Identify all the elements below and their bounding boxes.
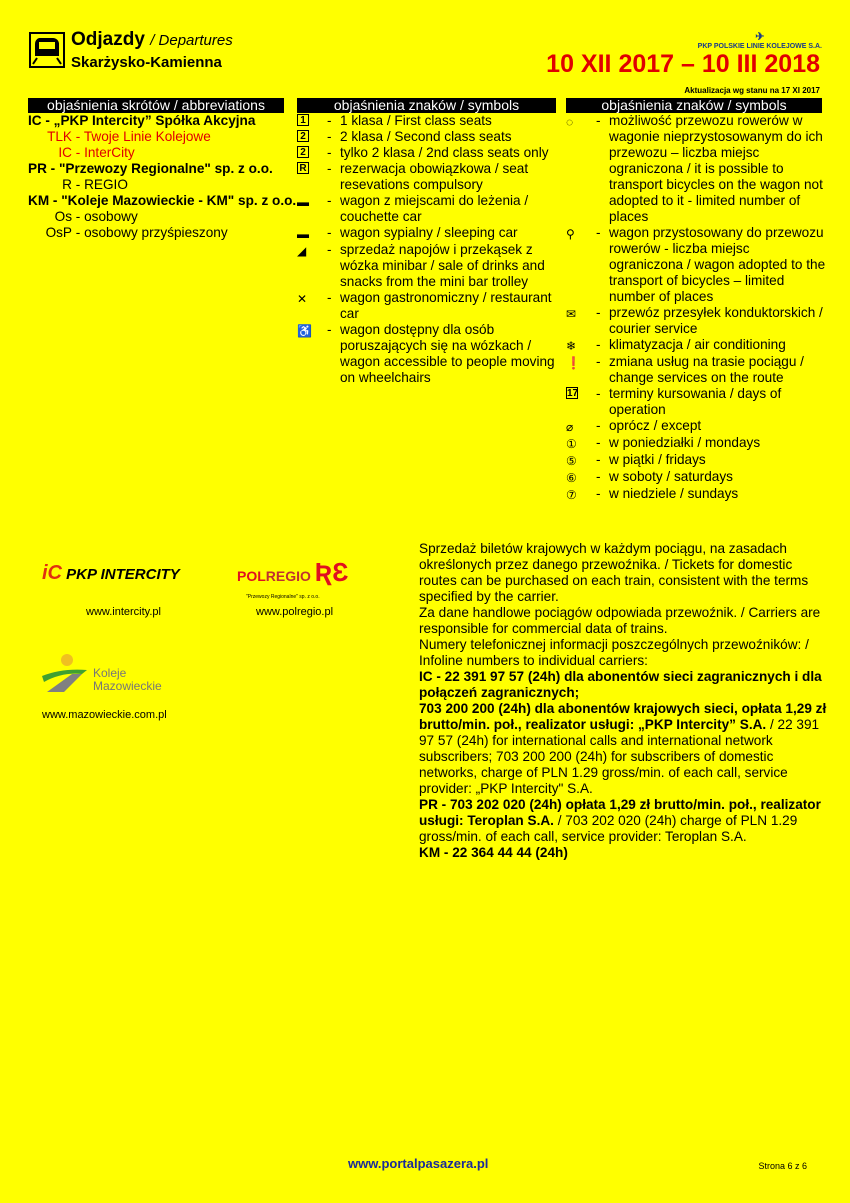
only-second-class-icon-glyph: 2: [297, 146, 309, 158]
friday-icon: [566, 452, 596, 469]
symbols-heading-2: objaśnienia znaków / symbols: [566, 98, 822, 113]
symbol-description: w niedziele / sundays: [609, 486, 739, 501]
info-ic-international: IC - 22 391 97 57 (24h) dla abonentów sieci zagranicznych i dla połączeń zagranicznych;: [419, 669, 822, 700]
train-icon: [29, 32, 65, 68]
title-en: / Departures: [150, 32, 233, 49]
symbol-item: ◢ - sprzedaż napojów i przekąsek z wózka minibar / sale of drinks and snacks from the mini bar trolley: [297, 242, 557, 290]
abbrev-row: IC - InterCity: [28, 145, 135, 161]
abbrev-name: REGIO: [84, 177, 128, 192]
abbrev-name: Twoje Linie Kolejowe: [83, 129, 211, 144]
symbol-description: oprócz / except: [609, 418, 702, 433]
reservation-icon-glyph: R: [297, 162, 309, 174]
info-carriers: Za dane handlowe pociągów odpowiada przewoźnik. / Carriers are responsible for commercial data of trains.: [419, 605, 821, 636]
symbol-description: w poniedziałki / mondays: [609, 435, 761, 450]
symbol-description: klimatyzacja / air conditioning: [609, 337, 786, 352]
symbol-item: 2 - tylko 2 klasa / 2nd class seats only: [297, 145, 557, 161]
info-ic-domestic-en: / 22 391 97 57 (24h) for international calls and international network subscribers; 703 200 200 (24h) for subscribers of domestic networks, charge of PLN 1.29 gross/min. of each call, service provider: „PKP Intercity" S.A.: [419, 717, 820, 796]
symbol-description: wagon sypialny / sleeping car: [340, 225, 518, 240]
symbol-item: ⑤ - w piątki / fridays: [566, 452, 706, 468]
symbol-description: w piątki / fridays: [609, 452, 706, 467]
restaurant-icon-glyph: ✕: [297, 292, 308, 306]
portal-link[interactable]: www.portalpasazera.pl: [348, 1156, 489, 1171]
symbols-list-2: [566, 113, 826, 503]
symbol-description: możliwość przewozu rowerów w wagonie nieprzystosowanym do ich przewozu – liczba miejsc ograniczona / it is possible to transport bicycles on the wagon not adopted to it - limited number of places: [609, 113, 823, 224]
station-name: Skarżysko-Kamienna: [71, 54, 222, 71]
polregio-pol: POL: [237, 568, 266, 584]
info-pr-pl: PR - 703 202 020 (24h) opłata 1,29 zł brutto/min. poł., realizator usługi: Teroplan S.A.: [419, 797, 821, 828]
intercity-logo-text: PKP INTERCITY: [66, 566, 180, 583]
exclamation-icon-glyph: ❗: [566, 356, 581, 370]
symbols-list-1: [297, 113, 557, 386]
info-km: KM - 22 364 44 44 (24h): [419, 845, 568, 860]
sleeping-car-icon-glyph: ▬: [297, 227, 309, 241]
abbrev-code: OsP: [45, 225, 72, 240]
saturday-icon-glyph: ⑥: [566, 471, 577, 485]
info-infoline-intro: Numery telefonicznej informacji poszczególnych przewoźników: / Infoline numbers to individual carriers:: [419, 637, 809, 668]
bicycle-limited-icon-glyph: ◌: [566, 115, 574, 129]
polregio-subtitle: "Przewozy Regionalne" sp. z o.o.: [246, 594, 320, 600]
symbol-description: w soboty / saturdays: [609, 469, 733, 484]
symbol-item: 2 - 2 klasa / Second class seats: [297, 129, 557, 145]
minibar-icon: [297, 242, 327, 290]
info-block: [419, 541, 827, 861]
abbrev-code: TLK: [47, 129, 72, 144]
symbol-item: R - rezerwacja obowiązkowa / seat resevations compulsory: [297, 161, 557, 193]
polregio-regio: REGIO: [265, 568, 311, 584]
info-pr: [419, 797, 827, 845]
only-second-class-icon: [297, 145, 327, 161]
second-class-icon: [297, 129, 327, 145]
restaurant-icon: [297, 290, 327, 322]
first-class-icon: [297, 113, 327, 129]
monday-icon-glyph: ①: [566, 437, 577, 451]
symbol-description: wagon gastronomiczny / restaurant car: [340, 290, 552, 321]
km-line2: Mazowieckie: [93, 679, 162, 693]
info-ic-domestic: [419, 701, 827, 797]
bicycle-icon: [566, 225, 596, 305]
info-tickets: Sprzedaż biletów krajowych w każdym pociągu, na zasadach określonych przez danego przewoźnika. / Tickets for domestic routes can be purchased on each train, consistent with the terms specified by the carrier.: [419, 541, 809, 604]
abbrev-row: KM - "Koleje Mazowieckie - KM" sp. z o.o.: [28, 193, 297, 208]
except-icon: [566, 418, 596, 435]
sleeping-car-icon: [297, 225, 327, 242]
symbol-item: ⚲ - wagon przystosowany do przewozu rowerów - liczba miejsc ograniczona / wagon adopted to the transport of bicycles – limited number of places: [566, 225, 826, 304]
abbrev-row: Os - osobowy: [28, 209, 138, 225]
koleje-mazowieckie-text: [93, 667, 162, 693]
sunday-icon-glyph: ⑦: [566, 488, 577, 502]
abbrev-row: OsP - osobowy przyśpieszony: [28, 225, 228, 241]
km-line1: Koleje: [93, 666, 127, 680]
abbrev-row: PR - "Przewozy Regionalne" sp. z o.o.: [28, 161, 273, 176]
symbol-description: zmiana usług na trasie pociągu / change services on the route: [609, 354, 804, 385]
abbrev-heading: objaśnienia skrótów / abbreviations: [28, 98, 284, 113]
first-class-icon-glyph: 1: [297, 114, 309, 126]
abbrev-name: osobowy: [84, 209, 138, 224]
abbrev-name: InterCity: [84, 145, 135, 160]
info-ic-domestic-pl: 703 200 200 (24h) dla abonentów krajowych sieci, opłata 1,29 zł brutto/min. poł., realizator usługi: „PKP Intercity” S.A.: [419, 701, 827, 732]
symbol-item: ⑦ - w niedziele / sundays: [566, 486, 739, 502]
km-url[interactable]: www.mazowieckie.com.pl: [42, 709, 167, 721]
polregio-url[interactable]: www.polregio.pl: [256, 606, 334, 618]
snowflake-icon-glyph: ❄: [566, 339, 577, 353]
symbol-item: ⌀ - oprócz / except: [566, 418, 702, 434]
symbol-item: ✕ - wagon gastronomiczny / restaurant car: [297, 290, 557, 322]
abbrev-code: Os: [54, 209, 72, 224]
bicycle-icon-glyph: ⚲: [566, 227, 575, 241]
monday-icon: [566, 435, 596, 452]
saturday-icon: [566, 469, 596, 486]
page-number: Strona 6 z 6: [758, 1161, 807, 1171]
bicycle-limited-icon: [566, 113, 596, 225]
symbol-item: ⑥ - w soboty / saturdays: [566, 469, 733, 485]
intercity-url[interactable]: www.intercity.pl: [86, 606, 161, 618]
snowflake-icon: [566, 337, 596, 354]
symbol-description: 1 klasa / First class seats: [340, 113, 492, 128]
symbol-description: wagon przystosowany do przewozu rowerów - liczba miejsc ograniczona / wagon adopted to the transport of bicycles – limited number of places: [609, 225, 826, 304]
symbol-description: rezerwacja obowiązkowa / seat resevations compulsory: [340, 161, 529, 192]
envelope-icon-glyph: ✉: [566, 307, 577, 321]
symbol-item: ✉ - przewóz przesyłek konduktorskich / courier service: [566, 305, 826, 337]
info-pr-en: / 703 202 020 (24h) charge of PLN 1.29 gross/min. of each call, service provider: Teroplan S.A.: [419, 813, 798, 844]
symbol-item: 1 - 1 klasa / First class seats: [297, 113, 557, 129]
abbrev-row: TLK - Twoje Linie Kolejowe: [28, 129, 211, 145]
couchette-icon-glyph: ▬: [297, 195, 309, 209]
symbol-description: sprzedaż napojów i przekąsek z wózka minibar / sale of drinks and snacks from the mini bar trolley: [340, 242, 545, 289]
minibar-icon-glyph: ◢: [297, 244, 307, 258]
intercity-logo: iC PKP INTERCITY: [42, 562, 180, 584]
symbol-item: ▬ - wagon sypialny / sleeping car: [297, 225, 518, 241]
symbol-item: ◌ - możliwość przewozu rowerów w wagonie nieprzystosowanym do ich przewozu – liczba miejsc ograniczona / it is possible to transport bicycles on the wagon not adopted to it - limited number of places: [566, 113, 826, 225]
abbrev-code: R: [62, 177, 72, 192]
symbol-description: wagon z miejscami do leżenia / couchette car: [340, 193, 529, 224]
symbol-item: ① - w poniedziałki / mondays: [566, 435, 761, 451]
title-pl: Odjazdy: [71, 29, 145, 50]
sunday-icon: [566, 486, 596, 503]
wheelchair-icon: [297, 322, 327, 386]
abbrev-name: osobowy przyśpieszony: [84, 225, 228, 240]
calendar-icon: [566, 386, 596, 418]
symbol-description: tylko 2 klasa / 2nd class seats only: [340, 145, 549, 160]
symbol-description: terminy kursowania / days of operation: [609, 386, 782, 417]
symbol-item: ❗ - zmiana usług na trasie pociągu / change services on the route: [566, 354, 826, 386]
second-class-icon-glyph: 2: [297, 130, 309, 142]
wheelchair-icon-glyph: ♿: [297, 324, 312, 338]
symbol-item: ❄ - klimatyzacja / air conditioning: [566, 337, 786, 353]
abbrev-row: IC - „PKP Intercity” Spółka Akcyjna: [28, 113, 256, 128]
reservation-icon: [297, 161, 327, 193]
validity-period: 10 XII 2017 – 10 III 2018: [546, 50, 820, 78]
page-title: [71, 29, 233, 51]
symbol-description: 2 klasa / Second class seats: [340, 129, 512, 144]
calendar-icon-glyph: 17: [567, 388, 579, 399]
operator-name: PKP POLSKIE LINIE KOLEJOWE S.A.: [697, 43, 822, 50]
koleje-mazowieckie-logo: [42, 648, 92, 693]
abbrev-code: IC: [58, 145, 72, 160]
envelope-icon: [566, 305, 596, 337]
exclamation-icon: [566, 354, 596, 386]
update-note: Aktualizacja wg stanu na 17 XI 2017: [684, 86, 820, 95]
except-icon-glyph: ⌀: [566, 420, 574, 434]
symbols-heading-1: objaśnienia znaków / symbols: [297, 98, 556, 113]
couchette-icon: [297, 193, 327, 225]
abbrev-row: R - REGIO: [28, 177, 128, 193]
polregio-logo: POLREGIO ƦƐ: [237, 557, 349, 587]
friday-icon-glyph: ⑤: [566, 454, 577, 468]
symbol-item: 17 - terminy kursowania / days of operation: [566, 386, 826, 418]
symbol-item: ▬ - wagon z miejscami do leżenia / couchette car: [297, 193, 557, 225]
symbol-description: przewóz przesyłek konduktorskich / courier service: [609, 305, 823, 336]
symbol-description: wagon dostępny dla osób poruszających się na wózkach / wagon accessible to people moving on wheelchairs: [340, 322, 555, 385]
pkp-plk-logo: ✈ PKP POLSKIE LINIE KOLEJOWE S.A.: [697, 31, 822, 50]
symbol-item: ♿ - wagon dostępny dla osób poruszających się na wózkach / wagon accessible to people moving on wheelchairs: [297, 322, 557, 386]
